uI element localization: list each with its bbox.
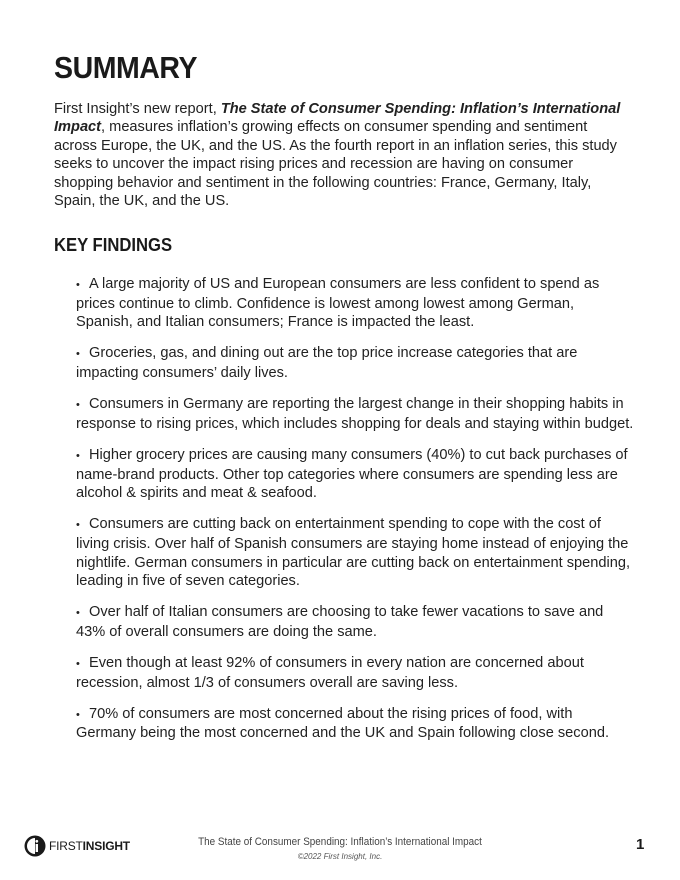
page-title: SUMMARY: [54, 50, 198, 85]
bullet-icon: •: [76, 519, 80, 532]
page-number: 1: [636, 836, 645, 853]
bullet-icon: •: [76, 348, 80, 361]
finding-item: • Higher grocery prices are causing many consumers (40%) to cut back purchases of name-brand products. Other top categories where consumers are spending less are alcohol & spirits and meat & seafood.: [76, 446, 628, 502]
logo-wordmark: FIRSTINSIGHT: [49, 839, 130, 853]
finding-item: • Even though at least 92% of consumers in every nation are concerned about recession, almost 1/3 of consumers overall are saving less.: [76, 655, 584, 691]
finding-item: • A large majority of US and European consumers are less confident to spend as prices continue to climb. Confidence is lowest among lowest among German, Spanish, and Italian consumers; France is impacted the least.: [76, 276, 600, 331]
bullet-icon: •: [76, 279, 80, 291]
footer-copyright: ©2022 First Insight, Inc.: [297, 852, 383, 861]
intro-pre: First Insight’s new report,: [54, 101, 221, 117]
bullet-icon: •: [76, 399, 80, 412]
intro-report-title: The State of Consumer Spending: Inflation’s International Impact: [54, 101, 621, 136]
bullet-icon: •: [76, 449, 80, 462]
first-insight-logo-icon: [24, 835, 46, 857]
finding-item: • Groceries, gas, and dining out are the top price increase categories that are impacting consumers’ daily lives.: [76, 345, 578, 381]
footer: [140, 836, 540, 861]
finding-item: • Consumers in Germany are reporting the largest change in their shopping habits in response to rising prices, which includes shopping for deals and staying within budget.: [76, 396, 634, 432]
key-findings-list: [76, 275, 634, 756]
bullet-icon: •: [76, 607, 80, 620]
bullet-icon: •: [76, 708, 80, 721]
intro-post: , measures inflation’s growing effects on consumer spending and sentiment across Europe, the UK, and the US. As the fourth report in an inflation series, this study seeks to uncover the impact rising prices and recession are having on consumer shopping behavior and sentiment in the following countries: France, Germany, Italy, Spain, the UK, and the US.: [54, 119, 617, 210]
finding-item: • Consumers are cutting back on entertainment spending to cope with the cost of living crisis. Over half of Spanish consumers are staying home instead of enjoying the nightlife. German consumers in particular are cutting back on entertainment spending, leading in five of seven categories.: [76, 516, 631, 590]
footer-report-title: The State of Consumer Spending: Inflation’s International Impact: [198, 836, 482, 848]
first-insight-logo: [24, 834, 130, 858]
bullet-icon: •: [76, 658, 80, 671]
key-findings-heading: KEY FINDINGS: [54, 234, 173, 255]
finding-item: • 70% of consumers are most concerned about the rising prices of food, with Germany being the most concerned and the UK and Spain following close second.: [76, 705, 609, 742]
finding-item: • Over half of Italian consumers are choosing to take fewer vacations to save and 43% of overall consumers are doing the same.: [76, 604, 604, 640]
intro-paragraph: [54, 100, 634, 210]
